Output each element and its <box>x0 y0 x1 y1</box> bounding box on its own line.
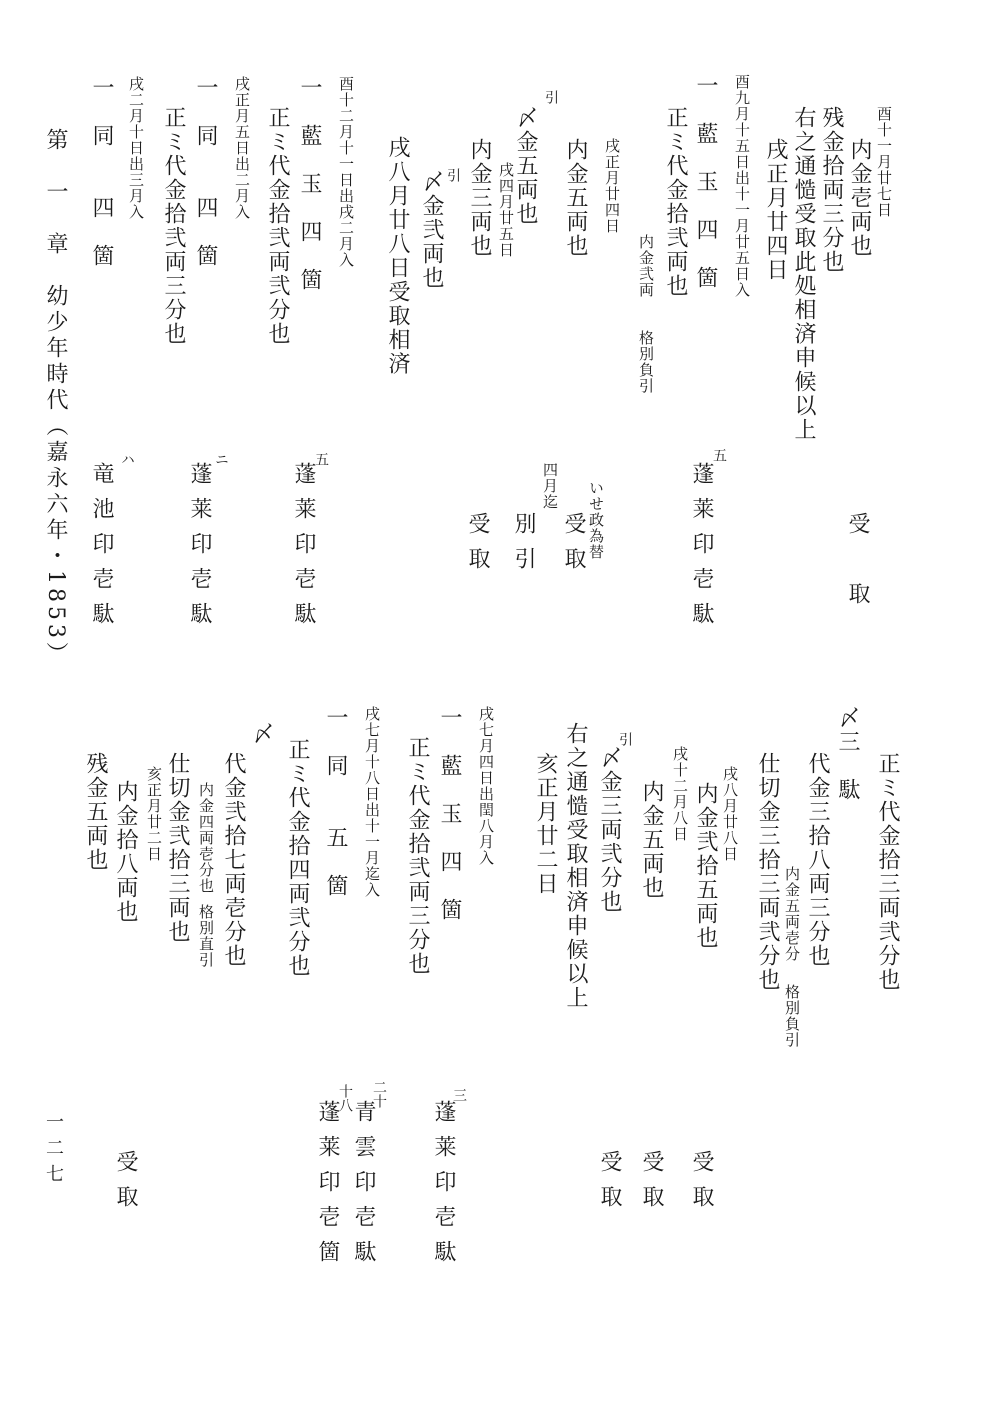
entry-date: 亥正月廿二日 <box>145 766 163 862</box>
count-mark: ニ <box>213 452 229 466</box>
receipt-mark: 受取 <box>113 1150 138 1220</box>
shipment-header: 戌正月五日出二月入 <box>233 76 251 220</box>
entry-line: 仕切金弐拾三両也 <box>165 752 190 944</box>
entry-line: 正ミ代金拾四両弐分也 <box>285 738 310 978</box>
entry-line: 正ミ代金拾三両弐分也 <box>875 752 900 992</box>
count-mark: ハ <box>119 452 135 466</box>
goods-line: 一 同 四 箇 <box>89 76 114 268</box>
receipt-mark: 受取 <box>689 1150 714 1220</box>
count-mark: 五 <box>313 452 329 466</box>
receipt-mark: 受取 <box>597 1150 622 1220</box>
shipment-header: 戌七月四日出閏八月入 <box>477 706 495 866</box>
entry-note: 内金五両壱分 <box>783 866 801 962</box>
entry-line: 代金弐拾七両壱分也 <box>221 752 246 968</box>
entry-line: 正ミ代金拾弐両也 <box>663 106 688 298</box>
entry-line: 残金五両也 <box>83 752 108 872</box>
entry-note: 格別負引 <box>783 984 801 1048</box>
brand-line: 蓬莱印壱駄 <box>291 462 316 637</box>
goods-line: 一 藍 玉 四 箇 <box>437 706 462 922</box>
entry-line: 右之通慥受取此処相済申候以上 <box>791 106 816 442</box>
entry-line: 右之通慥受取相済申候以上 <box>563 722 588 1010</box>
entry-line: 正ミ代金拾弐両三分也 <box>161 106 186 346</box>
page-number: 一二七 <box>43 1112 64 1190</box>
count-mark: 五 <box>711 448 727 462</box>
count-mark: 三 <box>451 1088 467 1102</box>
brand-line: 蓬莱印壱駄 <box>431 1100 456 1275</box>
running-header: 第 一 章 幼少年時代（嘉永六年・1853） <box>43 128 68 668</box>
entry-line: 〆金三両弐分也 <box>597 746 622 914</box>
goods-line: 一 藍 玉 四 箇 <box>297 76 322 292</box>
entry-line: 内金弐拾五両也 <box>693 782 718 950</box>
deduction-mark: 引 <box>543 90 559 104</box>
brand-line: 蓬莱印壱駄 <box>689 462 714 637</box>
deduction-mark: 別引 <box>511 512 536 582</box>
entry-line: 内金壱両也 <box>847 138 872 258</box>
entry-note: 内金四両壱分也 <box>197 782 215 894</box>
shipment-header: 戌七月十八日出十一月迄入 <box>363 706 381 898</box>
shipment-header: 戌二月十日出三月入 <box>127 76 145 220</box>
shipment-header: 酉九月十五日出十一月廿五日入 <box>733 74 751 298</box>
entry-line: 戌八月廿八日受取相済 <box>385 136 410 376</box>
entry-date: 戌八月廿八日 <box>721 766 739 862</box>
entry-line: 正ミ代金拾弐両弐分也 <box>265 106 290 346</box>
entry-line: 代金三拾八両三分也 <box>805 752 830 968</box>
entry-note: 内金弐両 <box>637 234 655 298</box>
goods-line: 一 同 四 箇 <box>193 76 218 268</box>
goods-line: 一 同 五 箇 <box>323 706 348 898</box>
brand-line: 蓬莱印壱駄 <box>187 462 212 637</box>
entry-date: 戌正月廿四日 <box>603 138 621 234</box>
entry-date: 亥正月廿二日 <box>533 752 558 896</box>
receipt-mark: 受取 <box>561 512 586 582</box>
brand-line: 竜池印壱駄 <box>89 462 114 637</box>
entry-line: 残金拾両三分也 <box>819 106 844 274</box>
entry-note: 格別負引 <box>637 330 655 394</box>
entry-note: いせ政為替 <box>587 480 605 560</box>
entry-date: 戌四月廿五日 <box>497 162 515 258</box>
shipment-header: 酉十二月十一日出戌二月入 <box>337 76 355 268</box>
entry-line: 〆 <box>249 722 274 746</box>
receipt-mark: 受 取 <box>845 512 870 617</box>
deduction-mark: 引 <box>617 732 633 746</box>
receipt-mark: 受取 <box>639 1150 664 1220</box>
entry-date: 酉十一月廿七日 <box>875 106 893 218</box>
entry-line: 内金五両也 <box>563 138 588 258</box>
count-mark: 十八 <box>337 1084 353 1112</box>
brand-line: 蓬莱印壱箇 <box>315 1100 340 1275</box>
brand-line: 青雲印壱駄 <box>351 1100 376 1275</box>
entry-line: 内金拾八両也 <box>113 780 138 924</box>
entry-line: 〆金弐両也 <box>419 170 444 290</box>
entry-line: 内金三両也 <box>467 138 492 258</box>
goods-line: 一 藍 玉 四 箇 <box>693 74 718 290</box>
entry-line: 内金五両也 <box>639 780 664 900</box>
entry-line: 正ミ代金拾弐両三分也 <box>405 736 430 976</box>
entry-date: 戌十二月八日 <box>671 746 689 842</box>
count-mark: 二十 <box>371 1080 387 1108</box>
entry-line: 〆金五両也 <box>513 106 538 226</box>
entry-line: 〆三 駄 <box>835 706 860 802</box>
entry-note: 格別直引 <box>197 904 215 968</box>
receipt-mark: 受取 <box>465 512 490 582</box>
entry-line: 仕切金三拾三両弐分也 <box>755 752 780 992</box>
entry-note: 四月迄 <box>541 462 559 510</box>
deduction-mark: 引 <box>445 168 461 182</box>
entry-date: 戌正月廿四日 <box>763 138 788 282</box>
